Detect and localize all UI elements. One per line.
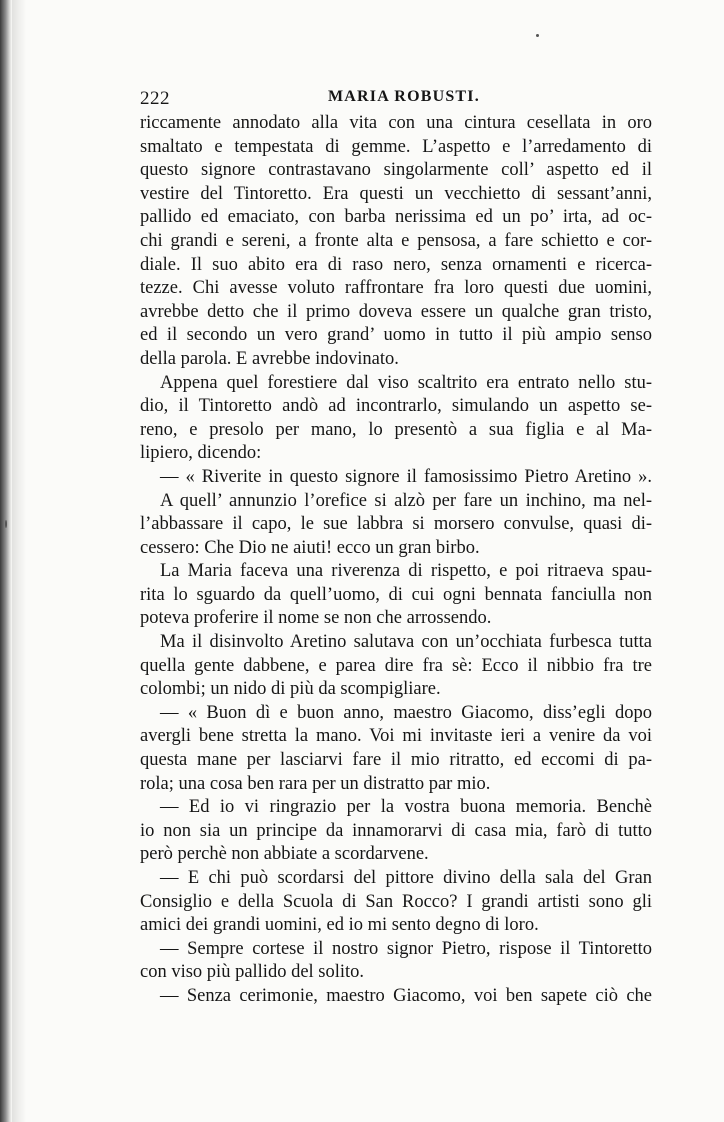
text-line: diale. Il suo abito era di raso nero, senza ornamenti e ricerca- [140,254,652,275]
page-binding-edge [0,0,12,1122]
text-line: — Sempre cortese il nostro signor Pietro, rispose il Tintoretto [160,938,652,959]
paper-speck [536,34,539,37]
text-line: ed il secondo un vero grand’ uomo in tutto il più ampio senso [140,325,652,346]
text-line: reno, e presolo per mano, lo presentò a sua figlia e al Ma- [140,419,652,440]
text-line: poteva proferire il nome se non che arrossendo. [140,608,492,629]
text-line: chi grandi e sereni, a fronte alta e pensosa, a fare schietto e cor- [140,230,652,251]
text-line: Appena quel forestiere dal viso scaltrito era entrato nello stu- [160,372,652,393]
text-line: avergli bene stretta la mano. Voi mi invitaste ieri a venire da voi [140,726,652,747]
body-text [140,112,652,1009]
binding-shadow [12,0,26,1122]
text-line: tezze. Chi avesse voluto raffrontare fra loro questi due uomini, [140,278,652,299]
running-title: MARIA ROBUSTI. [328,88,480,105]
text-line: colombi; un nido di più da scompigliare. [140,679,441,700]
text-line: questo signore contrastavano singolarmente coll’ aspetto ed il [140,160,652,181]
text-line: pallido ed emaciato, con barba nerissima ed un po’ irta, ad oc- [140,207,652,228]
page-number: 222 [140,88,170,109]
text-line: io non sia un principe da innamorarvi di casa mia, farò di tutto [140,820,652,841]
text-line: riccamente annodato alla vita con una cintura cesellata in oro [140,113,652,133]
text-line: — Senza cerimonie, maestro Giacomo, voi ben sapete ciò che [160,985,652,1006]
text-line: rita lo sguardo da quell’uomo, di cui ogni bennata fanciulla non [140,584,652,605]
text-line: cessero: Che Dio ne aiuti! ecco un gran birbo. [140,537,480,558]
page-header [140,88,652,114]
text-line: smaltato e tempestata di gemme. L’aspetto e l’arredamento di [140,136,652,157]
text-line: A quell’ annunzio l’orefice si alzò per fare un inchino, ma nel- [160,490,652,511]
text-line: quella gente dabbene, e parea dire fra sè: Ecco il nibbio fra tre [140,655,652,676]
text-line: Ma il disinvolto Aretino salutava con un’occhiata furbesca tutta [160,632,652,653]
text-line: — Ed io vi ringrazio per la vostra buona memoria. Benchè [160,797,652,818]
text-line: l’abbassare il capo, le sue labbra si morsero convulse, quasi di- [140,514,652,535]
text-line: — « Riverite in questo signore il famosissimo Pietro Aretino ». [160,466,652,487]
text-line: con viso più pallido del solito. [140,962,365,983]
text-line: avrebbe detto che il primo doveva essere un qualche gran tristo, [140,301,652,322]
paper-speck [5,520,7,528]
text-line: rola; una cosa ben rara per un distratto par mio. [140,773,491,794]
text-line: dio, il Tintoretto andò ad incontrarlo, simulando un aspetto se- [140,396,652,417]
text-line: — E chi può scordarsi del pittore divino della sala del Gran [160,868,652,888]
text-line: però perchè non abbiate a scordarvene. [140,844,429,865]
text-line: vestire del Tintoretto. Era questi un vecchietto di sessant’anni, [140,183,652,204]
text-line: Consiglio e della Scuola di San Rocco? I grandi artisti sono gli [140,891,652,912]
text-line: — « Buon dì e buon anno, maestro Giacomo, diss’egli dopo [160,702,652,723]
text-line: questa mane per lasciarvi fare il mio ritratto, ed eccomi di pa- [140,750,652,771]
text-line: della parola. E avrebbe indovinato. [140,348,399,369]
text-line: amici dei grandi uomini, ed io mi sento degno di loro. [140,915,539,936]
text-line: La Maria faceva una riverenza di rispetto, e poi ritraeva spau- [160,561,652,582]
text-line: lipiero, dicendo: [140,443,262,464]
